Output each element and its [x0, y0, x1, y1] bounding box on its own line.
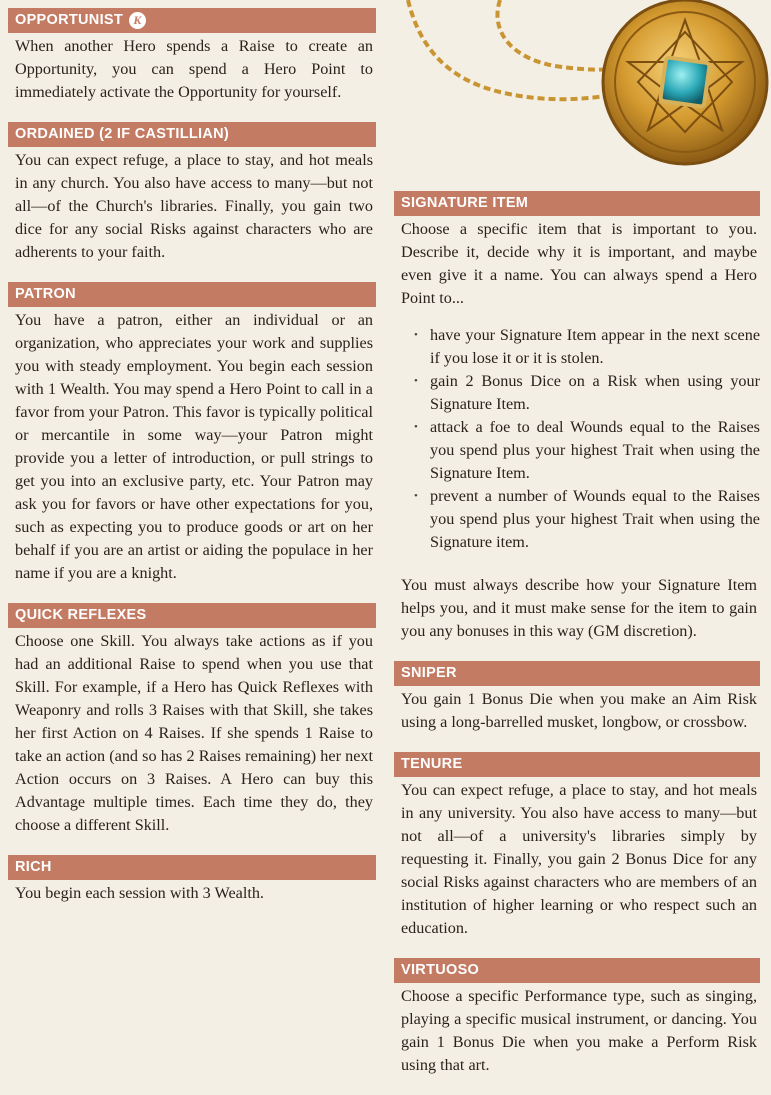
list-item: • gain 2 Bonus Dice on a Risk when using your Signature Item.: [401, 370, 760, 416]
section-body: When another Hero spends a Raise to create an Opportunity, you can spend a Hero Point to immediately activate the Opportunity for yourself.: [15, 37, 373, 101]
section-patron: [8, 282, 376, 585]
section-body: You can expect refuge, a place to stay, and hot meals in any university. You also have access to many—but not all—of a university's libraries simply by requesting it. Finally, you gain 2 Bonus Dice for any social Risks against characters who are members of an institution of higher learning or who respect such an education.: [401, 781, 757, 937]
section-body: Choose a specific item that is important to you. Describe it, decide why it is important, and maybe even give it a name. You can always spend a Hero Point to...: [401, 220, 757, 307]
section-body: Choose one Skill. You always take actions as if you had an additional Raise to spend when you use that Skill. For example, if a Hero has Quick Reflexes with Weaponry and rolls 3 Raises with that Skill, she takes her first Action on 4 Raises. If she spends 1 Raise to take an action (and so has 2 Raises remaining) her next Action occurs on 3 Raises. A Hero can buy this Advantage multiple times. Each time they do, they choose a different Skill.: [15, 632, 373, 834]
section-title: SNIPER: [401, 665, 457, 681]
section-header: [8, 603, 376, 628]
section-ordained: [8, 122, 376, 264]
right-column: [394, 191, 760, 1095]
section-body: Choose a specific Performance type, such as singing, playing a specific musical instrument, or dancing. You gain 1 Bonus Die when you make a Perform Risk using that art.: [401, 987, 757, 1074]
section-title: QUICK REFLEXES: [15, 607, 147, 623]
section-title: SIGNATURE ITEM: [401, 195, 529, 211]
section-body: You have a patron, either an individual or an organization, who appreciates your work and supplies you with steady employment. You begin each session with 1 Wealth. You may spend a Hero Point to call in a favor from your Patron. This favor is typically political or mercantile in some way—your Patron might provide you a letter of introduction, or pull strings to get you into an exclusive party, etc. Your Patron may ask you for favors or have other expectations for you, such as expecting you to produce goods or art on her behalf if you are an artist or aiding the populace in her name if you are a knight.: [15, 311, 373, 582]
section-header: [8, 282, 376, 307]
k-circle-icon: K: [129, 12, 146, 29]
section-title: RICH: [15, 859, 52, 875]
section-title: OPPORTUNIST: [15, 12, 124, 28]
section-signature-item: [394, 191, 760, 643]
section-title: TENURE: [401, 756, 463, 772]
section-header: [8, 8, 376, 33]
section-virtuoso: [394, 958, 760, 1077]
section-header: [394, 661, 760, 686]
section-body: You can expect refuge, a place to stay, and hot meals in any church. You also have access to many—but not all—of the Church's libraries. Finally, you gain two dice for any social Risks against characters who are adherents to your faith.: [15, 151, 373, 261]
list-item: • have your Signature Item appear in the next scene if you lose it or it is stolen.: [401, 324, 760, 370]
section-title: PATRON: [15, 286, 76, 302]
section-opportunist: [8, 8, 376, 104]
section-body: You begin each session with 3 Wealth.: [15, 884, 264, 902]
section-sniper: [394, 661, 760, 734]
section-body: You gain 1 Bonus Die when you make an Aim Risk using a long-barrelled musket, longbow, or crossbow.: [401, 690, 757, 731]
section-header: [8, 855, 376, 880]
section-title: VIRTUOSO: [401, 962, 480, 978]
list-item: • attack a foe to deal Wounds equal to the Raises you spend plus your highest Trait when using the Signature Item.: [401, 416, 760, 485]
left-column: [8, 8, 376, 923]
section-header: [394, 191, 760, 216]
section-title: ORDAINED (2 IF CASTILLIAN): [15, 126, 230, 142]
bullet-list: [394, 324, 760, 554]
gold-pendant-illustration: [380, 0, 771, 185]
section-tenure: [394, 752, 760, 940]
section-quick-reflexes: [8, 603, 376, 837]
section-rich: [8, 855, 376, 905]
section-header: [8, 122, 376, 147]
section-body-outro: You must always describe how your Signature Item helps you, and it must make sense for the item to gain you any bonuses in this way (GM discretion).: [401, 576, 757, 640]
section-header: [394, 958, 760, 983]
section-header: [394, 752, 760, 777]
list-item: • prevent a number of Wounds equal to the Raises you spend plus your highest Trait when using the Signature item.: [401, 485, 760, 554]
